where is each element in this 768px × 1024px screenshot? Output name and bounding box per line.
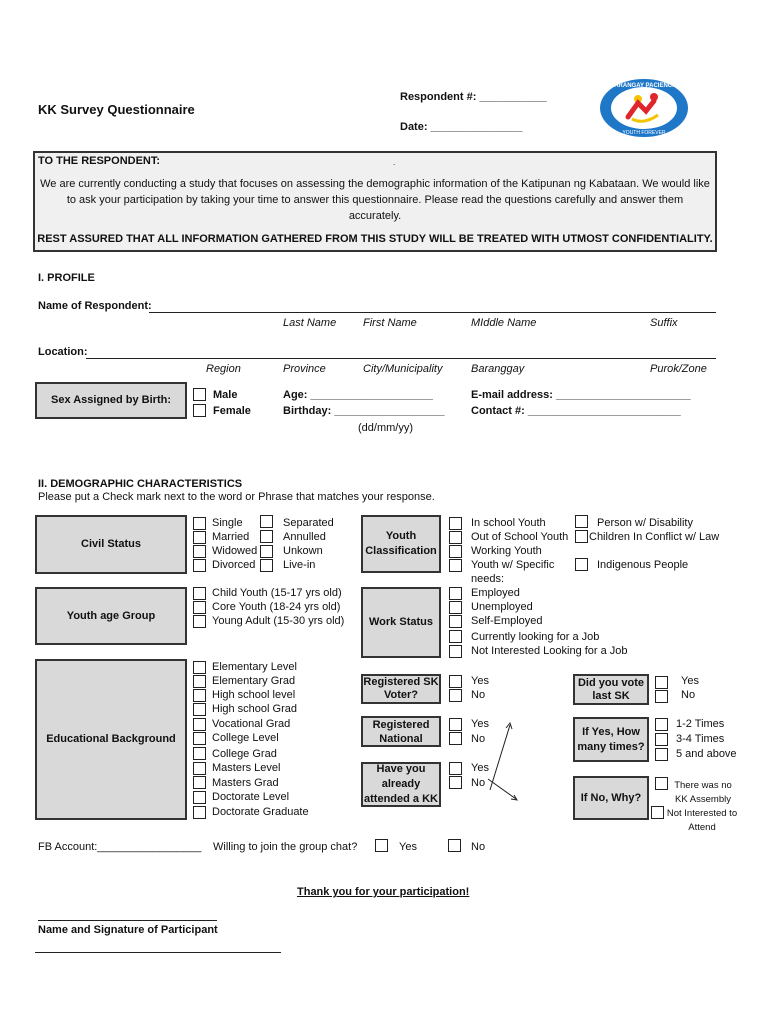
national-yes-checkbox[interactable] [449, 718, 462, 731]
sex-box: Sex Assigned by Birth: [35, 382, 187, 419]
edu-checkbox-2[interactable] [193, 675, 206, 688]
work-looking-checkbox[interactable] [449, 630, 462, 643]
birthday-format-hint: (dd/mm/yy) [358, 422, 413, 434]
civil-widowed-label: Widowed [212, 545, 258, 557]
civil-divorced-label: Divorced [212, 559, 256, 571]
logo-text-top: BARANGAY PACIENCIA [609, 83, 679, 89]
middle-name-hint: MIddle Name [471, 317, 537, 329]
civil-annulled-checkbox[interactable] [260, 530, 273, 543]
male-label: Male [213, 389, 238, 401]
work-selfemployed-checkbox[interactable] [449, 615, 462, 628]
civil-single-checkbox[interactable] [193, 517, 206, 530]
yc-working-label: Working Youth [471, 545, 542, 557]
group-chat-label: Willing to join the group chat? [213, 841, 358, 853]
edu-label-9: Masters Grad [212, 777, 279, 789]
work-notinterested-label: Not Interested Looking for a Job [471, 645, 628, 657]
times-2-label: 3-4 Times [676, 733, 725, 745]
work-status-box: Work Status [361, 587, 441, 658]
kk-no-label: No [471, 777, 486, 789]
group-chat-yes-checkbox[interactable] [375, 839, 388, 852]
yc-pwd-label: Person w/ Disability [597, 517, 693, 529]
kk-yes-checkbox[interactable] [449, 762, 462, 775]
edu-checkbox-1[interactable] [193, 661, 206, 674]
civil-married-label: Married [212, 531, 250, 543]
yc-specificneeds-checkbox[interactable] [449, 559, 462, 572]
age-field[interactable]: Age: ____________________ [283, 389, 433, 401]
voted-sk-box: Did you vote last SK [573, 674, 649, 705]
edu-label-6: College Level [212, 732, 279, 744]
yc-needs-label: needs: [471, 573, 505, 585]
registered-national-box: Registered National [361, 716, 441, 747]
work-notinterested-checkbox[interactable] [449, 645, 462, 658]
times-1-label: 1-2 Times [676, 718, 725, 730]
civil-married-checkbox[interactable] [193, 531, 206, 544]
civil-status-box: Civil Status [35, 515, 187, 574]
age-youngadult-checkbox[interactable] [193, 615, 206, 628]
yc-specificneeds-label: Youth w/ Specific [471, 559, 555, 571]
name-input-line[interactable] [149, 312, 716, 313]
female-checkbox[interactable] [193, 404, 206, 417]
date-field[interactable]: Date: _______________ [400, 121, 523, 133]
why-notinterested-label: Not Interested to Attend [666, 808, 738, 833]
edu-label-11: Doctorate Graduate [212, 806, 309, 818]
work-selfemployed-label: Self-Employed [471, 615, 543, 627]
civil-separated-label: Separated [283, 517, 334, 529]
sk-no-label: No [471, 689, 486, 701]
age-youngadult-label: Young Adult (15-30 yrs old) [212, 615, 345, 627]
yc-cicl-label: Children In Conflict w/ Law [589, 531, 720, 543]
work-unemployed-label: Unemployed [471, 601, 533, 613]
age-core-label: Core Youth (18-24 yrs old) [212, 601, 341, 613]
edu-checkbox-4[interactable] [193, 703, 206, 716]
male-checkbox[interactable] [193, 388, 206, 401]
attended-kk-box: Have you already attended a KK [361, 762, 441, 807]
sk-no-checkbox[interactable] [449, 689, 462, 702]
yc-indigenous-checkbox[interactable] [575, 558, 588, 571]
edu-label-5: Vocational Grad [212, 718, 291, 730]
civil-unknown-label: Unkown [283, 545, 323, 557]
arrows-icon [480, 715, 530, 805]
civil-divorced-checkbox[interactable] [193, 559, 206, 572]
civil-widowed-checkbox[interactable] [193, 545, 206, 558]
civil-single-label: Single [212, 517, 243, 529]
thank-you-note: Thank you for your participation! [297, 886, 470, 898]
edu-checkbox-9[interactable] [193, 776, 206, 789]
signature-line[interactable] [38, 920, 217, 921]
registered-sk-box: Registered SK Voter? [361, 674, 441, 704]
civil-livein-label: Live-in [283, 559, 316, 571]
yc-outofschool-label: Out of School Youth [471, 531, 569, 543]
intro-heading: TO THE RESPONDENT: [38, 155, 161, 167]
work-employed-checkbox[interactable] [449, 587, 462, 600]
educational-background-box: Educational Background [35, 659, 187, 820]
email-field[interactable]: E-mail address: ______________________ [471, 389, 691, 401]
logo-text-bottom: YOUTH FOREVER [622, 130, 666, 136]
intro-line-2: to ask your participation by taking your time to answer this questionnaire. Please read the questions carefully and answer them [66, 194, 684, 206]
age-child-label: Child Youth (15-17 yrs old) [212, 587, 342, 599]
work-employed-label: Employed [471, 587, 520, 599]
times-3-checkbox[interactable] [655, 748, 668, 761]
edu-checkbox-7[interactable] [193, 747, 206, 760]
age-child-checkbox[interactable] [193, 587, 206, 600]
purok-hint: Purok/Zone [650, 363, 707, 375]
yc-working-checkbox[interactable] [449, 545, 462, 558]
yc-indigenous-label: Indigenous People [597, 559, 689, 571]
last-name-hint: Last Name [283, 317, 337, 329]
location-label: Location: [38, 346, 88, 358]
edu-label-10: Doctorate Level [212, 791, 290, 803]
times-2-checkbox[interactable] [655, 733, 668, 746]
city-hint: City/Municipality [363, 363, 443, 375]
yc-outofschool-checkbox[interactable] [449, 531, 462, 544]
edu-checkbox-8[interactable] [193, 762, 206, 775]
profile-section-title: I. PROFILE [38, 272, 95, 284]
yc-pwd-checkbox[interactable] [575, 515, 588, 528]
suffix-hint: Suffix [650, 317, 678, 329]
intro-dot: . [393, 158, 396, 167]
national-yes-label: Yes [471, 718, 489, 730]
civil-livein-checkbox[interactable] [260, 559, 273, 572]
edu-label-8: Masters Level [212, 762, 281, 774]
edu-label-2: Elementary Grad [212, 675, 296, 687]
edu-label-1: Elementary Level [212, 661, 297, 673]
yc-inschool-checkbox[interactable] [449, 517, 462, 530]
youth-classification-box: Youth Classification [361, 515, 441, 573]
edu-label-7: College Grad [212, 748, 277, 760]
sk-yes-label: Yes [471, 675, 489, 687]
edu-checkbox-3[interactable] [193, 689, 206, 702]
edu-label-3: High school level [212, 689, 296, 701]
civil-separated-checkbox[interactable] [260, 515, 273, 528]
yc-cicl-checkbox[interactable] [575, 530, 588, 543]
national-no-checkbox[interactable] [449, 732, 462, 745]
civil-unknown-checkbox[interactable] [260, 545, 273, 558]
yc-inschool-label: In school Youth [471, 517, 546, 529]
group-chat-no-label: No [471, 841, 486, 853]
name-label: Name of Respondent: [38, 300, 152, 312]
civil-annulled-label: Annulled [283, 531, 326, 543]
birthday-field[interactable]: Birthday: __________________ [283, 405, 445, 417]
fb-account-field[interactable]: FB Account:_________________ [38, 841, 202, 853]
voted-yes-checkbox[interactable] [655, 676, 668, 689]
edu-checkbox-5[interactable] [193, 718, 206, 731]
work-unemployed-checkbox[interactable] [449, 601, 462, 614]
edu-checkbox-11[interactable] [193, 806, 206, 819]
extra-line [35, 952, 281, 953]
why-noassembly-label: There was no KK Assembly [674, 780, 732, 805]
form-title: KK Survey Questionnaire [38, 102, 195, 117]
why-noassembly-checkbox[interactable] [655, 777, 668, 790]
contact-field[interactable]: Contact #: _________________________ [471, 405, 681, 417]
province-hint: Province [283, 363, 326, 375]
intro-line-3: accurately. [348, 210, 402, 222]
sk-yes-checkbox[interactable] [449, 675, 462, 688]
first-name-hint: First Name [363, 317, 417, 329]
voted-no-checkbox[interactable] [655, 690, 668, 703]
signature-label: Name and Signature of Participant [38, 924, 218, 936]
demographic-section-title: II. DEMOGRAPHIC CHARACTERISTICS [38, 478, 243, 490]
demographic-instruction: Please put a Check mark next to the word or Phrase that matches your response. [38, 491, 435, 503]
confidentiality-notice: REST ASSURED THAT ALL INFORMATION GATHERED FROM THIS STUDY WILL BE TREATED WITH UTMOST CONFIDENTIALITY. [37, 233, 713, 245]
group-chat-no-checkbox[interactable] [448, 839, 461, 852]
barangay-hint: Baranggay [471, 363, 525, 375]
barangay-logo [598, 77, 690, 139]
edu-label-4: High school Grad [212, 703, 297, 715]
respondent-number-field[interactable]: Respondent #: ___________ [400, 91, 547, 103]
voted-yes-label: Yes [681, 675, 699, 687]
edu-checkbox-6[interactable] [193, 732, 206, 745]
female-label: Female [213, 405, 251, 417]
location-input-line[interactable] [86, 358, 716, 359]
region-hint: Region [206, 363, 241, 375]
kk-yes-label: Yes [471, 762, 489, 774]
times-3-label: 5 and above [676, 748, 737, 760]
youth-age-group-box: Youth age Group [35, 587, 187, 645]
age-core-checkbox[interactable] [193, 601, 206, 614]
group-chat-yes-label: Yes [399, 841, 417, 853]
national-no-label: No [471, 733, 486, 745]
work-looking-label: Currently looking for a Job [471, 631, 600, 643]
times-1-checkbox[interactable] [655, 718, 668, 731]
intro-line-1: We are currently conducting a study that focuses on assessing the demographic information of the Katipunan ng Kabataan. We would like [40, 178, 710, 190]
voted-no-label: No [681, 689, 696, 701]
kk-no-checkbox[interactable] [449, 776, 462, 789]
why-not-box: If No, Why? [573, 776, 649, 820]
edu-checkbox-10[interactable] [193, 791, 206, 804]
how-many-box: If Yes, How many times? [573, 717, 649, 762]
